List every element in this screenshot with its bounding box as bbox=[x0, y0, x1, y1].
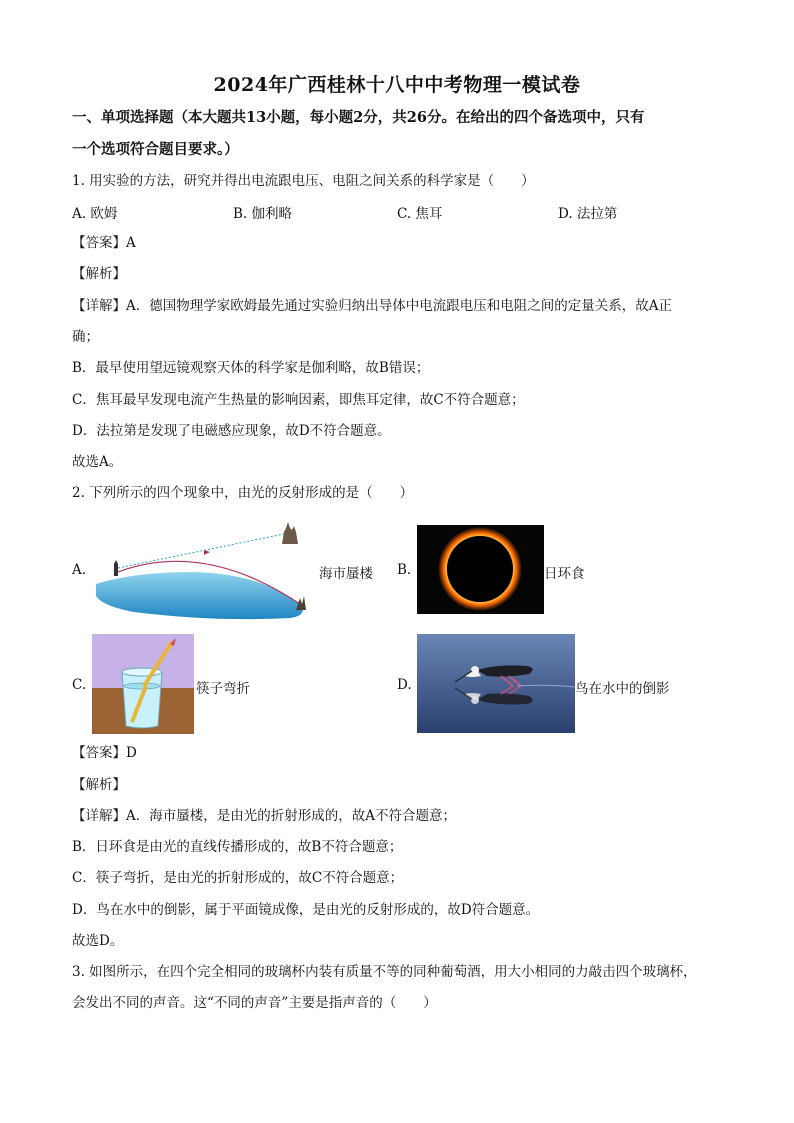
q1-detail-b: B．最早使用望远镜观察天体的科学家是伽利略，故B错误； bbox=[72, 360, 430, 376]
q2-option-b-caption: 日环食 bbox=[544, 566, 585, 582]
q3-stem-line1: 3. 如图所示，在四个完全相同的玻璃杯内装有质量不等的同种葡萄酒，用大小相同的力敲击四个玻璃杯， bbox=[72, 964, 697, 980]
q1-option-b: B. 伽利略 bbox=[233, 206, 293, 222]
q1-option-c: C. 焦耳 bbox=[397, 206, 443, 222]
q2-detail-a: 【详解】A．海市蜃楼，是由光的折射形成的，故A不符合题意； bbox=[72, 808, 456, 824]
q2-option-c-letter: C. bbox=[72, 677, 87, 693]
q2-option-d-caption: 鸟在水中的倒影 bbox=[575, 681, 670, 697]
q2-detail-c: C．筷子弯折，是由光的折射形成的，故C不符合题意； bbox=[72, 870, 404, 886]
q2-option-a-letter: A. bbox=[72, 562, 87, 578]
chopstick-figure bbox=[92, 634, 194, 734]
q2-detail-d: D．鸟在水中的倒影，属于平面镜成像，是由光的反射形成的，故D符合题意。 bbox=[72, 902, 540, 918]
q2-option-d-letter: D. bbox=[397, 677, 412, 693]
q1-detail-c: C．焦耳最早发现电流产生热量的影响因素，即焦耳定律，故C不符合题意； bbox=[72, 392, 525, 408]
q2-detail-b: B．日环食是由光的直线传播形成的，故B不符合题意； bbox=[72, 839, 403, 855]
q1-analysis-label: 【解析】 bbox=[72, 266, 126, 282]
q3-stem-line2: 会发出不同的声音。这“不同的声音”主要是指声音的（ ） bbox=[72, 995, 437, 1011]
q1-option-a: A. 欧姆 bbox=[72, 206, 118, 222]
q2-option-a-caption: 海市蜃楼 bbox=[319, 566, 373, 582]
mirage-figure bbox=[94, 520, 316, 624]
q2-answer: 【答案】D bbox=[72, 745, 137, 761]
q1-detail-line1: 【详解】A．德国物理学家欧姆最先通过实验归纳出导体中电流跟电压和电阻之间的定量关系，故A正 bbox=[72, 298, 672, 314]
q1-option-d: D. 法拉第 bbox=[558, 206, 618, 222]
q2-analysis-label: 【解析】 bbox=[72, 777, 126, 793]
q1-detail-d: D．法拉第是发现了电磁感应现象，故D不符合题意。 bbox=[72, 423, 391, 439]
q1-answer: 【答案】A bbox=[72, 235, 136, 251]
bird-reflection-figure bbox=[417, 634, 575, 733]
q2-option-c-caption: 筷子弯折 bbox=[196, 681, 250, 697]
q1-stem: 1. 用实验的方法，研究并得出电流跟电压、电阻之间关系的科学家是（ ） bbox=[72, 173, 535, 189]
q1-conclusion: 故选A。 bbox=[72, 454, 123, 470]
q1-detail-line2: 确； bbox=[72, 329, 99, 345]
q2-conclusion: 故选D。 bbox=[72, 933, 124, 949]
page-title: 2024年广西桂林十八中中考物理一模试卷 bbox=[213, 74, 581, 96]
eclipse-figure bbox=[417, 525, 544, 614]
section-heading-line1: 一、单项选择题（本大题共13小题，每小题2分，共26分。在给出的四个备选项中，只有 bbox=[72, 109, 645, 126]
section-heading-line2: 一个选项符合题目要求。） bbox=[72, 141, 239, 158]
q2-stem: 2. 下列所示的四个现象中，由光的反射形成的是（ ） bbox=[72, 485, 414, 501]
q2-option-b-letter: B. bbox=[397, 562, 412, 578]
